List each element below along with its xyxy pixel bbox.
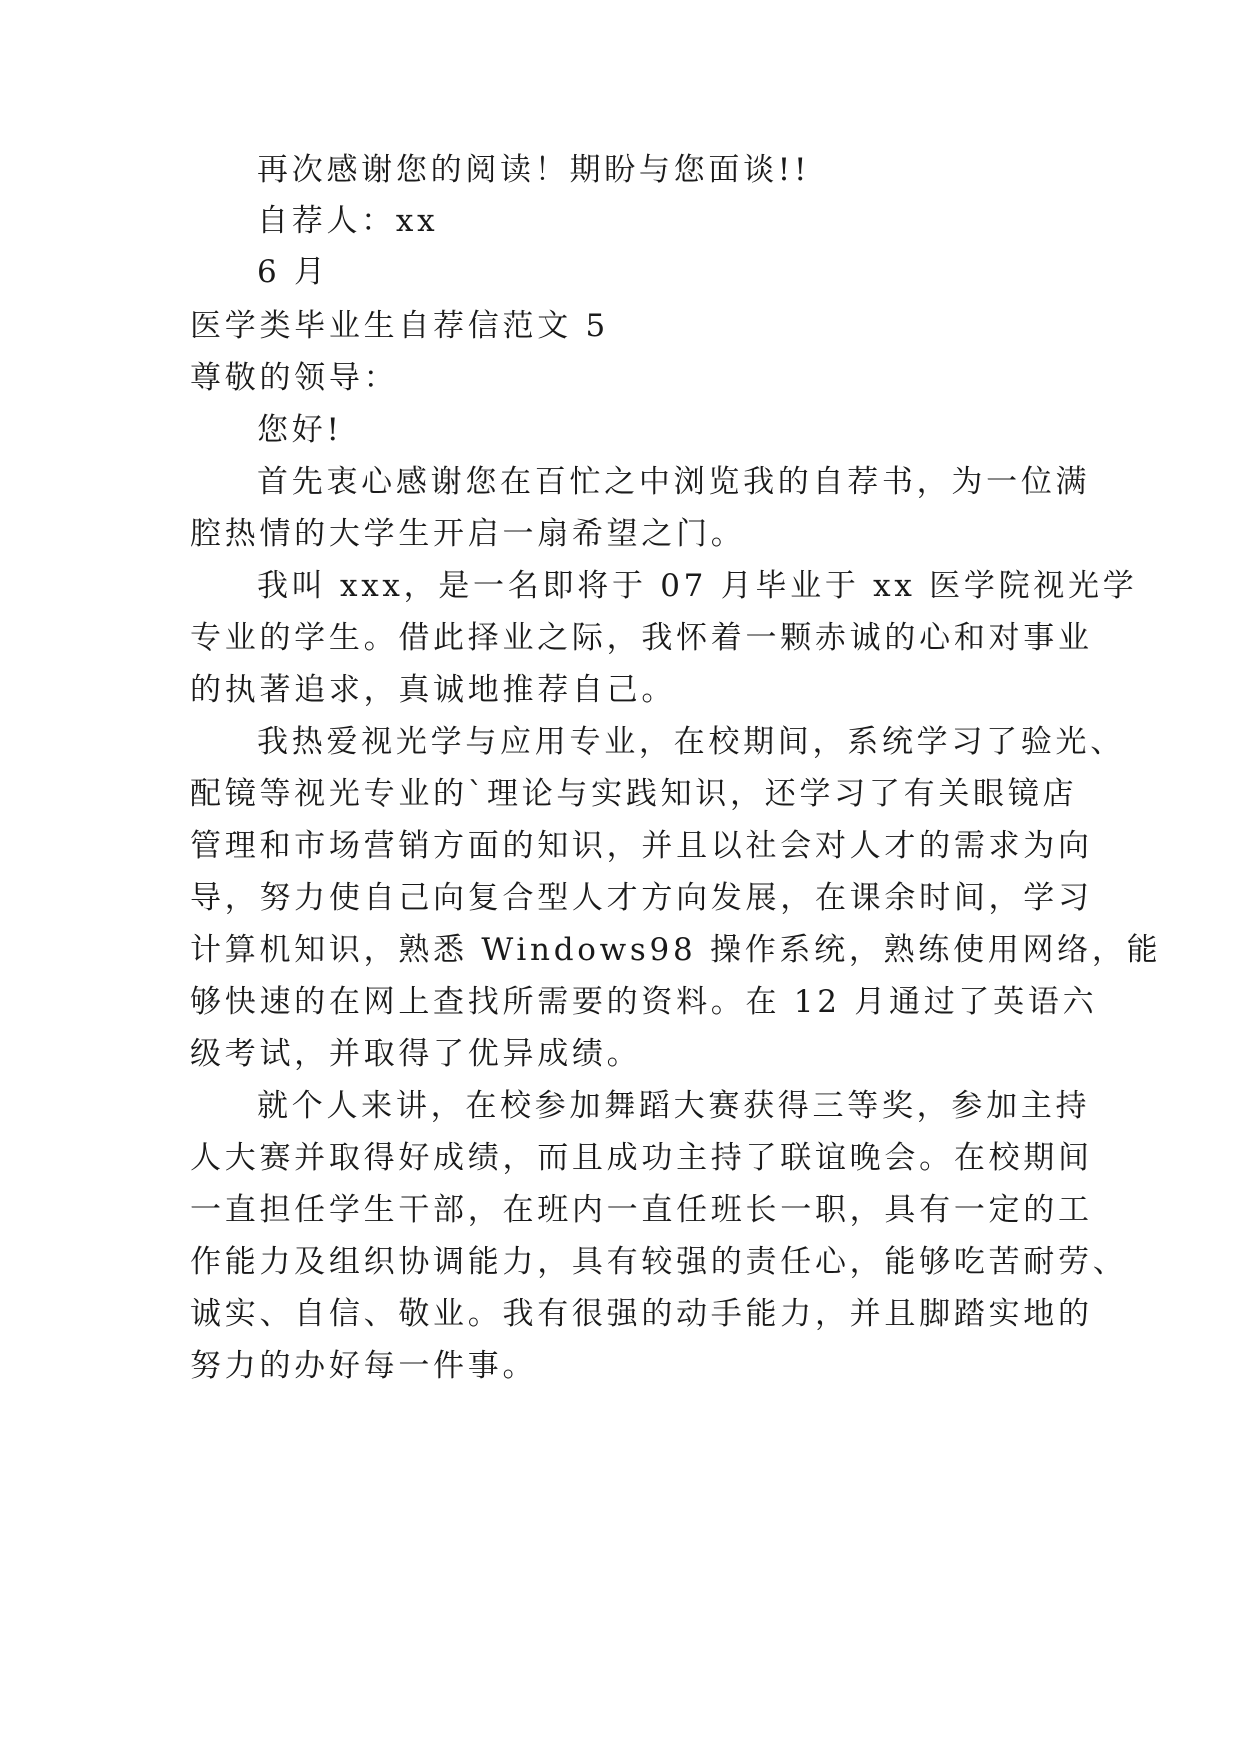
letter-greeting: 您好! bbox=[257, 412, 343, 448]
paragraph-line: 就个人来讲，在校参加舞蹈大赛获得三等奖，参加主持 bbox=[257, 1088, 1091, 1124]
paragraph-line: 够快速的在网上查找所需要的资料。在 12 月通过了英语六 bbox=[190, 984, 1098, 1020]
paragraph-line: 我热爱视光学与应用专业，在校期间，系统学习了验光、 bbox=[257, 724, 1125, 760]
paragraph-line: 首先衷心感谢您在百忙之中浏览我的自荐书，为一位满 bbox=[257, 464, 1091, 500]
paragraph-line: 管理和市场营销方面的知识，并且以社会对人才的需求为向 bbox=[190, 828, 1093, 864]
letter-title: 医学类毕业生自荐信范文 5 bbox=[190, 308, 609, 344]
paragraph-line: 导，努力使自己向复合型人才方向发展，在课余时间，学习 bbox=[190, 880, 1093, 916]
paragraph-line: 努力的办好每一件事。 bbox=[190, 1348, 538, 1384]
paragraph-line: 计算机知识，熟悉 Windows98 操作系统，熟练使用网络，能 bbox=[190, 932, 1162, 968]
paragraph-line: 一直担任学生干部，在班内一直任班长一职，具有一定的工 bbox=[190, 1192, 1093, 1228]
paragraph-line: 人大赛并取得好成绩，而且成功主持了联谊晚会。在校期间 bbox=[190, 1140, 1093, 1176]
paragraph-line: 腔热情的大学生开启一扇希望之门。 bbox=[190, 516, 746, 552]
paragraph-line: 我叫 xxx，是一名即将于 07 月毕业于 xx 医学院视光学 bbox=[257, 568, 1138, 604]
paragraph-line: 配镜等视光专业的`理论与实践知识，还学习了有关眼镜店 bbox=[190, 776, 1078, 812]
closing-thanks: 再次感谢您的阅读！期盼与您面谈!! bbox=[257, 152, 811, 188]
closing-date: 6 月 bbox=[257, 254, 329, 290]
paragraph-line: 的执著追求，真诚地推荐自己。 bbox=[190, 672, 677, 708]
letter-salutation: 尊敬的领导： bbox=[190, 360, 399, 396]
paragraph-line: 专业的学生。借此择业之际，我怀着一颗赤诚的心和对事业 bbox=[190, 620, 1093, 656]
closing-signature: 自荐人：xx bbox=[257, 203, 439, 239]
paragraph-line: 诚实、自信、敬业。我有很强的动手能力，并且脚踏实地的 bbox=[190, 1296, 1093, 1332]
paragraph-line: 级考试，并取得了优异成绩。 bbox=[190, 1036, 642, 1072]
paragraph-line: 作能力及组织协调能力，具有较强的责任心，能够吃苦耐劳、 bbox=[190, 1244, 1128, 1280]
